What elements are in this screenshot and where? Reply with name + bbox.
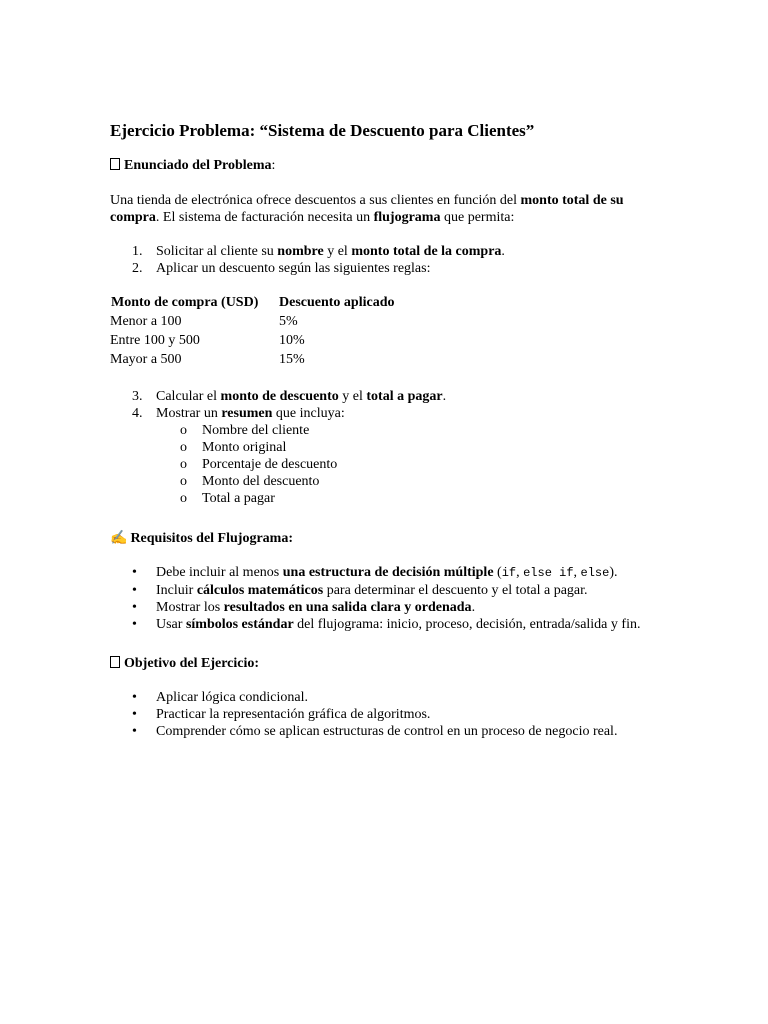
list-item: • Aplicar lógica condicional. bbox=[132, 690, 308, 705]
table-header-row bbox=[110, 294, 395, 313]
table-cell: 10% bbox=[279, 333, 305, 348]
steps-list-b bbox=[110, 388, 650, 507]
discount-table bbox=[110, 294, 395, 370]
missing-glyph-icon bbox=[110, 656, 120, 668]
list-item: 3. Calcular el monto de descuento y el total a pagar. bbox=[132, 389, 447, 404]
list-item: 1. Solicitar al cliente su nombre y el monto total de la compra. bbox=[132, 244, 505, 259]
document-title: Ejercicio Problema: “Sistema de Descuento para Clientes” bbox=[110, 121, 535, 140]
list-item: • Comprender cómo se aplican estructuras de control en un proceso de negocio real. bbox=[132, 724, 618, 739]
table-row bbox=[110, 313, 395, 332]
table-row bbox=[110, 351, 395, 370]
list-item: 4. Mostrar un resumen que incluya: o Nombre del cliente o Monto original o Porcentaje de descuento o Monto del descuento o Total a pagar bbox=[110, 405, 650, 507]
list-item: • Mostrar los resultados en una salida clara y ordenada. bbox=[132, 600, 476, 615]
table-row bbox=[110, 332, 395, 351]
list-item: • Debe incluir al menos una estructura de decisión múltiple (if, else if, else). bbox=[132, 565, 618, 580]
intro-paragraph: Una tienda de electrónica ofrece descuentos a sus clientes en función del monto total de su compra. El sistema de facturación necesita un flujograma que permita: bbox=[110, 193, 624, 225]
list-item: • Usar símbolos estándar del flujograma: inicio, proceso, decisión, entrada/salida y fin. bbox=[132, 617, 641, 632]
steps-list-a bbox=[110, 243, 650, 277]
table-header-cell: Descuento aplicado bbox=[279, 295, 395, 310]
table-header-cell: Monto de compra (USD) bbox=[111, 295, 259, 310]
sublist-item: o Porcentaje de descuento bbox=[180, 457, 338, 472]
table-cell: 15% bbox=[279, 352, 305, 367]
table-cell: Entre 100 y 500 bbox=[110, 333, 200, 348]
list-item: 2. Aplicar un descuento según las siguientes reglas: bbox=[132, 261, 431, 276]
resumen-sublist bbox=[110, 422, 650, 507]
table-cell: 5% bbox=[279, 314, 298, 329]
sublist-item: o Total a pagar bbox=[180, 491, 275, 506]
sublist-item: o Monto del descuento bbox=[180, 474, 320, 489]
table-cell: Menor a 100 bbox=[110, 314, 182, 329]
objetivo-heading: Objetivo del Ejercicio: bbox=[110, 655, 650, 672]
objetivo-list bbox=[110, 689, 650, 740]
sublist-item: o Monto original bbox=[180, 440, 287, 455]
sublist-item: o Nombre del cliente bbox=[180, 423, 310, 438]
enunciado-heading: Enunciado del Problema: bbox=[110, 157, 650, 174]
list-item: • Practicar la representación gráfica de algoritmos. bbox=[132, 707, 431, 722]
list-item: • Incluir cálculos matemáticos para determinar el descuento y el total a pagar. bbox=[132, 583, 588, 598]
writing-hand-icon: ✍ bbox=[110, 531, 128, 546]
requisitos-heading: ✍ Requisitos del Flujograma: bbox=[110, 531, 293, 546]
table-cell: Mayor a 500 bbox=[110, 352, 182, 367]
requisitos-list bbox=[110, 564, 650, 633]
document-page bbox=[110, 120, 650, 740]
missing-glyph-icon bbox=[110, 158, 120, 170]
